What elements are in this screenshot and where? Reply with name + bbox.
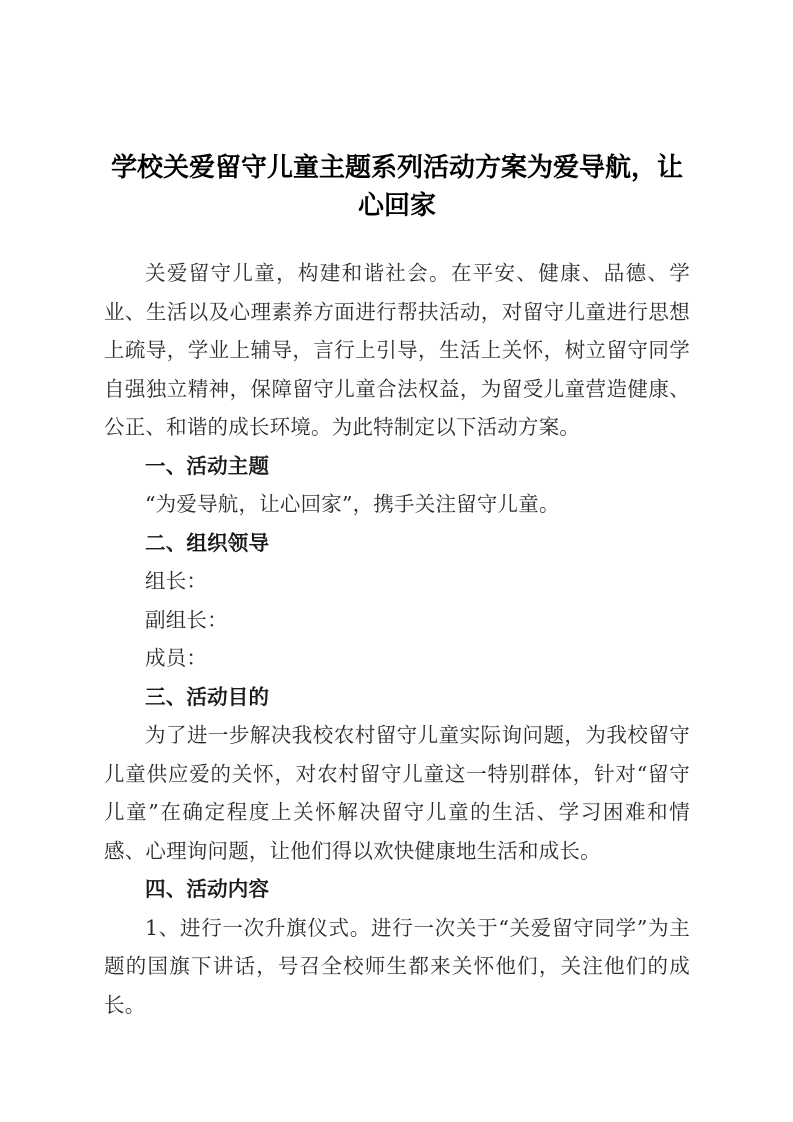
- section-heading-1: 一、活动主题: [145, 453, 270, 478]
- section-1-body: “为爱导航，让心回家”，携手关注留守儿童。: [145, 492, 560, 516]
- section-2-deputy-leader-line: 副组长：: [145, 607, 228, 632]
- section-2-leader-line: 组长：: [145, 569, 208, 593]
- document-content: [104, 0, 690, 1024]
- section-heading-3: 三、活动目的: [145, 684, 270, 709]
- section-4-item-1: 1、进行一次升旗仪式。进行一次关于“关爱留守同学”为主题的国旗下讲话，号召全校师生都来关怀他们，关注他们的成长。: [104, 915, 690, 1017]
- section-3-body: 为了进一步解决我校农村留守儿童实际询问题，为我校留守儿童供应爱的关怀，对农村留守儿童这一特别群体，针对“留守儿童”在确定程度上关怀解决留守儿童的生活、学习困难和情感、心理询问题，让他们得以欢快健康地生活和成长。: [104, 723, 690, 863]
- section-heading-2: 二、组织领导: [145, 530, 270, 555]
- page-title: 学校关爱留守儿童主题系列活动方案为爱导航，让心回家: [110, 152, 683, 220]
- document-body: [104, 224, 690, 1024]
- section-heading-4: 四、活动内容: [145, 877, 270, 901]
- section-2-members-line: 成员：: [145, 646, 208, 670]
- intro-paragraph: 关爱留守儿童，构建和谐社会。在平安、健康、品德、学业、生活以及心理素养方面进行帮扶活动，对留守儿童进行思想上疏导，学业上辅导，言行上引导，生活上关怀，树立留守同学自强独立精神，保障留守儿童合法权益，为留受儿童营造健康、公正、和谐的成长环境。为此特制定以下活动方案。: [104, 261, 690, 439]
